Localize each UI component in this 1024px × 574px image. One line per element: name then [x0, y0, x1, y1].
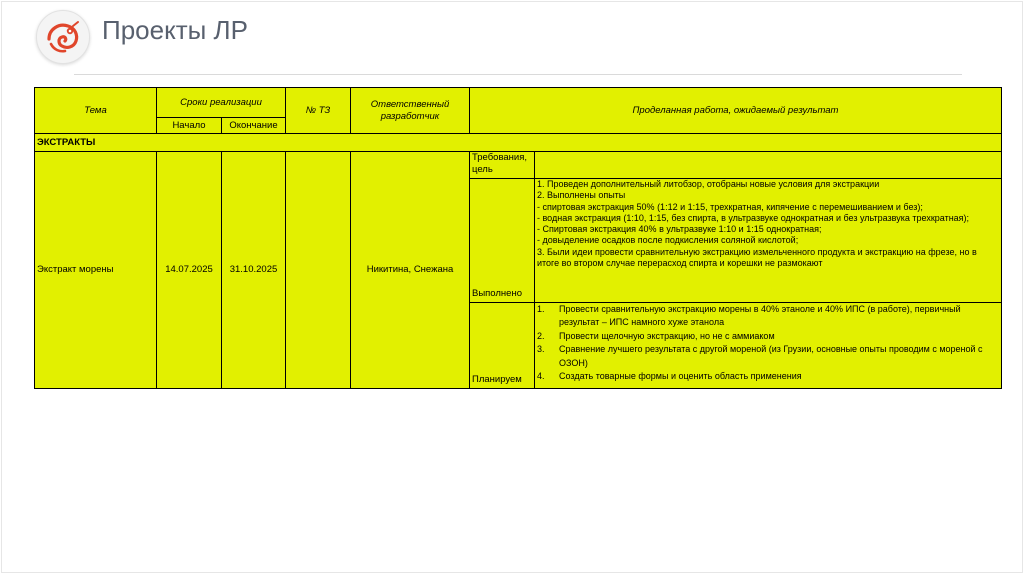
cell-requirements [535, 152, 1002, 179]
header-spec-no: № ТЗ [286, 88, 351, 134]
label-plan: Планируем [470, 303, 535, 389]
cell-topic: Экстракт морены [35, 152, 157, 389]
cell-plan [535, 303, 1002, 389]
header-end: Окончание [222, 118, 286, 134]
chameleon-icon [43, 17, 83, 57]
done-line: - водная экстракция (1:10, 1:15, без спирта, в ультразвуке однократная и без ультразвука трехкратная); [537, 212, 970, 223]
label-done: Выполнено [470, 179, 535, 303]
plan-item-text: Провести сравнительную экстракцию морены в 40% этаноле и 40% ИПС (в работе), первичный результат – ИПС намного хуже этанола [559, 304, 961, 328]
done-line: - довыделение осадков после подкисления соляной кислотой; [537, 235, 799, 246]
page-title: Проекты ЛР [102, 15, 248, 45]
label-requirements: Требования, цель [470, 152, 535, 179]
header-work: Проделанная работа, ожидаемый результат [470, 88, 1002, 134]
cell-done [535, 179, 1002, 303]
plan-item-text: Провести щелочную экстракцию, но не с аммиаком [559, 330, 775, 341]
header-period: Сроки реализации [157, 88, 286, 118]
done-line: 2. Выполнены опыты [537, 190, 626, 201]
projects-table [34, 87, 1002, 389]
done-line: 1. Проведен дополнительный литобзор, отобраны новые условия для экстракции [537, 179, 880, 189]
plan-item-number: 2. [537, 330, 545, 341]
plan-item-number: 1. [537, 304, 545, 314]
done-line: - Спиртовая экстракция 40% в ультразвуке 1:10 и 1:15 однократная; [537, 224, 822, 235]
plan-item-text: Создать товарные формы и оценить область применения [559, 371, 802, 382]
cell-spec-no [286, 152, 351, 389]
cell-start-date: 14.07.2025 [157, 152, 222, 389]
section-header: ЭКСТРАКТЫ [35, 134, 1002, 152]
done-line: - спиртовая экстракция 50% (1:12 и 1:15, трехкратная, кипячение с перемешиванием и без); [537, 201, 923, 212]
chameleon-logo [36, 10, 90, 64]
cell-end-date: 31.10.2025 [222, 152, 286, 389]
plan-item-number: 4. [537, 371, 545, 382]
plan-item-text: Сравнение лучшего результата с другой мореной (из Грузии, основные опыты проводим с мореной с ОЗОН) [559, 344, 983, 368]
header-start: Начало [157, 118, 222, 134]
header-developer: Ответственный разработчик [351, 88, 470, 134]
plan-item [537, 370, 999, 383]
done-line: 3. Были идеи провести сравнительную экстракцию измельченного продукта и экстракцию на фрезе, но в итоге во втором случае перерасход спирта и корешки не размокают [537, 246, 977, 269]
cell-developer: Никитина, Снежана [351, 152, 470, 389]
plan-item [537, 303, 999, 330]
plan-item [537, 343, 999, 370]
plan-item [537, 330, 999, 343]
plan-item-number: 3. [537, 344, 545, 355]
header-topic: Тема [35, 88, 157, 134]
title-divider [74, 74, 962, 75]
